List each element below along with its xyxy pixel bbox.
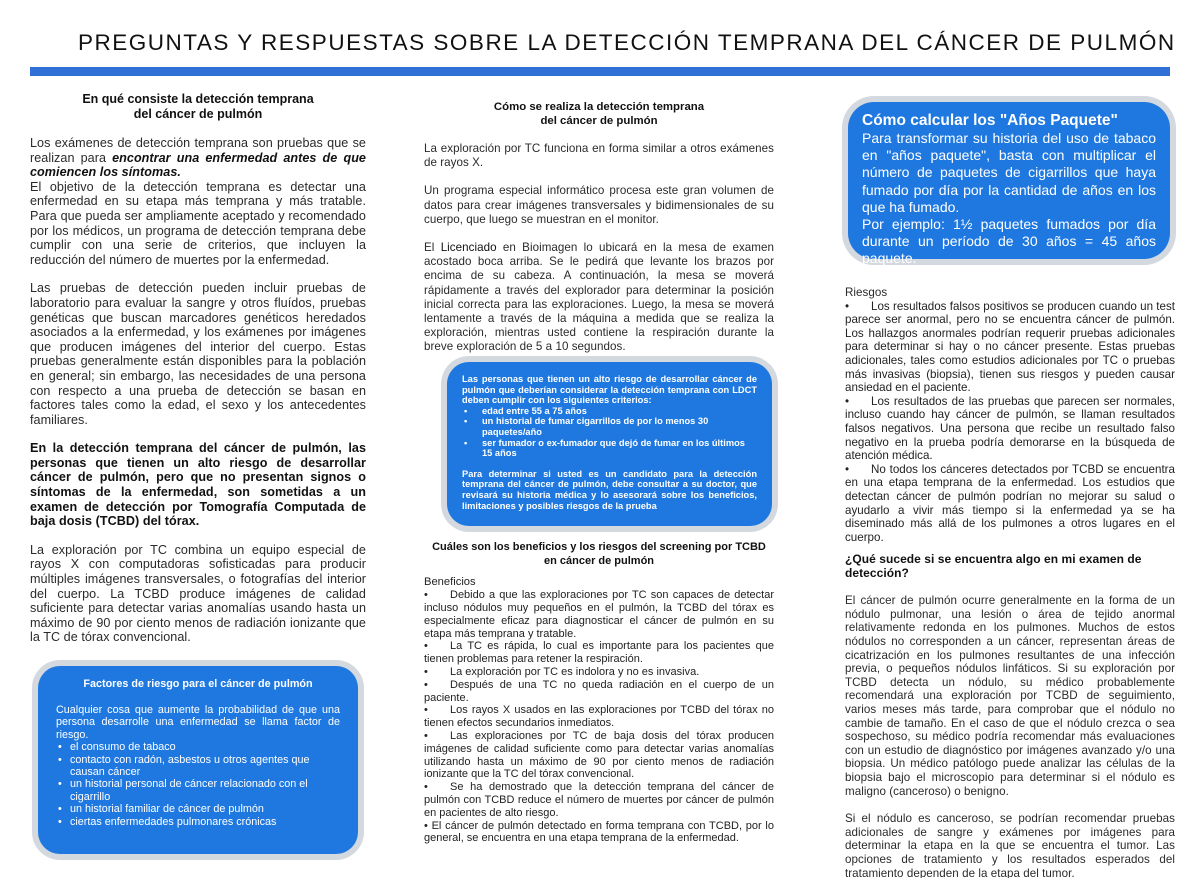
section-heading-how — [424, 101, 774, 128]
paragraph: El cáncer de pulmón ocurre generalmente en la forma de un nódulo pulmonar, una lesión o área de tejido anormal relativamente redonda en los pulmones. Muchos de estos nódulos no corresponden a un cáncer, representan áreas de cicatrización en los pulmones resultantes de una infección previa, o pequeños nódulos linfáticos. Si su exploración por TCBD detecta un nódulo, su médico probablemente recomendará una exploración por TCBD de seguimiento, varios meses más tarde, para comprobar que el nódulo no cambie de tamaño. En el caso de que el nódulo crezca o sea sospechoso, su médico podría recomendar más evaluaciones con un estudio de diagnóstico por imágenes avanzado y/o una biopsia. Un médico patólogo puede analizar las células de la biopsia bajo el microscopio para determinar si el nódulo es maligno (canceroso) o benigno. — [845, 594, 1175, 798]
benefits-label: Beneficios — [424, 576, 476, 588]
column-3 — [845, 286, 1175, 878]
list-item: • el consumo de tabaco — [56, 741, 340, 753]
text: La exploración por TC es indolora y no es invasiva. — [450, 665, 700, 678]
pack-years-box — [848, 102, 1170, 267]
text: El — [424, 241, 441, 255]
criteria-list — [462, 406, 757, 459]
paragraph: Si el nódulo es canceroso, se podrían recomendar pruebas adicionales de sangre y exámenes por imágenes para determinar la etapa en la que se encuentra el tumor. Las opciones de tratamiento y los resultados esperados del tratamiento dependen de la etapa del tumor. — [845, 812, 1175, 878]
paragraph — [424, 241, 774, 355]
risks-label: Riesgos — [845, 286, 888, 299]
list-item: • La exploración por TC es indolora y no es invasiva. — [424, 665, 700, 678]
section-heading-what-is — [30, 92, 366, 122]
text: Los resultados de las pruebas que parecen ser normales, incluso cuando hay cáncer de pulmón, se llaman resultados falsos negativos. Una persona que recibe un resultado falso negativo en la prueba podría demorarse en la búsqueda de atención médica. — [845, 394, 1175, 463]
heading-line: En qué consiste la detección temprana — [82, 92, 314, 106]
text: Los rayos X usados en las exploraciones por TCBD del tórax no tienen efectos secundarios inmediatos. — [424, 704, 774, 730]
benefits-section — [424, 540, 774, 845]
page-title: PREGUNTAS Y RESPUESTAS SOBRE LA DETECCIÓN TEMPRANA DEL CÁNCER DE PULMÓN — [78, 30, 1176, 55]
heading-line: del cáncer de pulmón — [540, 114, 658, 127]
column-1 — [30, 92, 366, 645]
risk-factors-heading: Factores de riesgo para el cáncer de pulmón — [83, 678, 313, 690]
risk-factors-intro: Cualquier cosa que aumente la probabilidad de que una persona desarrolle una enfermedad se llama factor de riesgo. — [56, 704, 340, 741]
paragraph-bold — [30, 441, 366, 529]
text: Los exámenes de detección temprana son pruebas que se realizan para — [30, 136, 366, 165]
heading-line: Cuáles son los beneficios y los riesgos del screening por TCBD — [432, 541, 766, 553]
list-item: • un historial familiar de cáncer de pulmón — [56, 803, 340, 815]
emphasis-text: encontrar una enfermedad antes de que comiencen los síntomas. — [30, 150, 366, 180]
list-item: • Los rayos X usados en las exploraciones por TCBD del tórax no tienen efectos secundarios inmediatos. — [424, 704, 774, 730]
heading-line: del cáncer de pulmón — [133, 107, 263, 121]
list-item: • un historial personal de cáncer relacionado con el cigarrillo — [56, 778, 340, 803]
text: Los resultados falsos positivos se producen cuando un test parece ser anormal, pero no se encuentra cáncer de pulmón. Los hallazgos anormales podrían requerir pruebas adicionales para determinar si hay o no cáncer presente. Estas pruebas adicionales, tales como estudios adicionales por TC o pruebas más invasivas (biopsia), tienen sus riesgos y pueden causar ansiedad en el paciente. — [845, 299, 1175, 395]
list-item: • Se ha demostrado que la detección temprana del cáncer de pulmón con TCBD reduce el número de muertes por cáncer de pulmón en pacientes de alto riesgo. — [424, 781, 774, 819]
criteria-outro: Para determinar si usted es un candidato para la detección temprana del cáncer de pulmón, debe consultar a su doctor, que revisará su historia médica y lo asesorará sobre los beneficios, limitaciones y posibles riesgos de la prueba — [462, 468, 757, 511]
text: Después de una TC no queda radiación en el cuerpo de un paciente. — [424, 678, 774, 704]
title-divider — [30, 67, 1170, 76]
text: Licenciado — [440, 241, 497, 255]
pack-years-text: Para transformar su historia del uso de tabaco en "años paquete", basta con multiplicar el número de paquetes de cigarrillos que haya fumado por día por la cantidad de años en los que ha fumado. — [862, 130, 1156, 215]
paragraph — [30, 136, 366, 180]
list-item: • Debido a que las exploraciones por TC son capaces de detectar incluso nódulos muy pequeños en el pulmón, la TCBD del tórax es especialmente eficaz para diagnosticar el cáncer de pulmón en su etapa más temprana y tratable. — [424, 589, 774, 640]
text: Las exploraciones por TC de baja dosis del tórax producen imágenes de calidad suficiente como para detectar varias anomalías utilizando hasta un máximo de 90 por ciento menos de radiación ionizante que la TC del tórax convencional. — [424, 729, 774, 781]
paragraph: Las pruebas de detección pueden incluir pruebas de laboratorio para evaluar la sangre y otros fluídos, pruebas genéticas que buscan marcadores genéticos heredados asociados a la enfermedad, y los exámenes por imágenes que producen imágenes del interior del cuerpo. Estas pruebas generalmente están disponibles para la población en general; sin embargo, las necesidades de una persona con respecto a una prueba de detección se basan en factores tales como la edad, el sexo y los antecedentes familiares. — [30, 281, 366, 427]
column-2 — [424, 101, 774, 355]
benefits-list — [424, 589, 774, 845]
list-item: • El cáncer de pulmón detectado en forma temprana con TCBD, por lo general, se encuentra en una etapa temprana de la enfermedad. — [424, 819, 774, 845]
list-item: • ciertas enfermedades pulmonares crónicas — [56, 816, 340, 828]
text: En la detección temprana del cáncer de pulmón, las personas que tienen un alto riesgo de desarrollar cáncer de pulmón, pero — [30, 441, 366, 485]
list-item: • edad entre 55 a 75 años — [462, 406, 757, 417]
text: , son sometidas a un examen de detección por Tomografía Computada de baja dosis (TCBD) del tórax. — [30, 485, 366, 529]
pack-years-example: Por ejemplo: 1½ paquetes fumados por día durante un período de 30 años = 45 años paquete. — [862, 216, 1156, 267]
benefits-heading — [424, 540, 774, 568]
text: La TC es rápida, lo cual es importante para los pacientes que tienen problemas para retener la respiración. — [424, 640, 774, 666]
list-item: • Los resultados de las pruebas que parecen ser normales, incluso cuando hay cáncer de pulmón, se llaman resultados falsos negativos. Una persona que recibe un resultado falso negativo en la prueba podría demorarse en la búsqueda de atención médica. — [845, 394, 1175, 463]
text: No todos los cánceres detectados por TCBD se encuentra en una etapa temprana de la enfermedad. Los estudios que detectan cáncer de pulmón podrían no mejorar su salud o ayudarlo a vivir más tiempo si la enfermedad ya se ha diseminado más allá de los pulmones a otros lugares en el cuerpo. — [845, 462, 1175, 544]
text: Se ha demostrado que la detección temprana del cáncer de pulmón con TCBD reduce el número de muertes por cáncer de pulmón en pacientes de alto riesgo. — [424, 781, 774, 819]
risk-factors-box — [38, 666, 358, 854]
list-item: • Las exploraciones por TC de baja dosis del tórax producen imágenes de calidad suficiente como para detectar varias anomalías utilizando hasta un máximo de 90 por ciento menos de radiación ionizante que la TC del tórax convencional. — [424, 729, 774, 781]
heading-line: Cómo se realiza la detección temprana — [493, 101, 705, 113]
text: Debido a que las exploraciones por TC son capaces de detectar incluso nódulos muy pequeños en el pulmón, la TCBD del tórax es especialmente eficaz para diagnosticar el cáncer de pulmón en su etapa más temprana y tratable. — [424, 589, 774, 640]
list-item: • contacto con radón, asbestos u otros agentes que causan cáncer — [56, 754, 340, 779]
paragraph: La exploración por TC funciona en forma similar a otros exámenes de rayos X. — [424, 142, 774, 170]
heading-line: en cáncer de pulmón — [543, 555, 655, 567]
list-item: • No todos los cánceres detectados por TCBD se encuentra en una etapa temprana de la enfermedad. Los estudios que detectan cáncer de pulmón podrían no mejorar su salud o ayudarlo a vivir más tiempo si la enfermedad ya se ha diseminado más allá de los pulmones a otros lugares en el cuerpo. — [845, 462, 1175, 544]
list-item: • Los resultados falsos positivos se producen cuando un test parece ser anormal, pero no se encuentra cáncer de pulmón. Los hallazgos anormales podrían requerir pruebas adicionales para determinar si hay o no cáncer presente. Estas pruebas adicionales, tales como estudios adicionales por TC o pruebas más invasivas (biopsia), tienen sus riesgos y pueden causar ansiedad en el paciente. — [845, 299, 1175, 395]
list-item: • La TC es rápida, lo cual es importante para los pacientes que tienen problemas para retener la respiración. — [424, 640, 774, 666]
text: que no presentan signos o síntomas de la enfermedad — [30, 470, 366, 500]
paragraph: Un programa especial informático procesa este gran volumen de datos para crear imágenes transversales y bidimensionales de su cuerpo, que luego se muestran en el monitor. — [424, 184, 774, 226]
pack-years-heading: Cómo calcular los "Años Paquete" — [862, 112, 1118, 129]
risks-list — [845, 300, 1175, 545]
list-item: • Después de una TC no queda radiación en el cuerpo de un paciente. — [424, 678, 774, 704]
paragraph: La exploración por TC combina un equipo especial de rayos X con computadoras sofisticadas para producir múltiples imágenes transversales, o fotografías del interior del cuerpo. La TCBD produce imágenes de calidad suficiente para detectar varias anomalías usando hasta un máximo de 90 por ciento menos de radiación ionizante que la TC de tórax convencional. — [30, 542, 366, 645]
list-item: • ser fumador o ex-fumador que dejó de fumar en los últimos 15 años — [462, 438, 757, 459]
criteria-intro: Las personas que tienen un alto riesgo de desarrollar cáncer de pulmón que deberían considerar la detección temprana con LDCT deben cumplir con los siguientes criterios: — [462, 374, 757, 406]
criteria-box — [447, 362, 772, 526]
paragraph: El objetivo de la detección temprana es detectar una enfermedad en su etapa más temprana y más tratable. Para que pueda ser ampliamente aceptado y recomendado por los médicos, un programa de detección temprana debe cumplir con una serie de criterios, que incluyen la reducción del número de muertes por la enfermedad. — [30, 179, 366, 267]
risk-factors-list — [56, 741, 340, 828]
list-item: • un historial de fumar cigarrillos de por lo menos 30 paquetes/año — [462, 416, 757, 437]
text: en Bioimagen lo ubicará en la mesa de examen acostado boca arriba. Se le pedirá que levante los brazos por encima de su cabeza. A continuación, la mesa se moverá rápidamente a través del explorador para determinar la posición inicial correcta para las exploraciones. Luego, la mesa se moverá lentamente a través de la máquina a medida que se realiza la exploración, mientras usted contiene la respiración durante la breve exploración de 5 a 10 segundos. — [424, 241, 774, 354]
question-heading: ¿Qué sucede si se encuentra algo en mi examen de detección? — [845, 552, 1142, 581]
